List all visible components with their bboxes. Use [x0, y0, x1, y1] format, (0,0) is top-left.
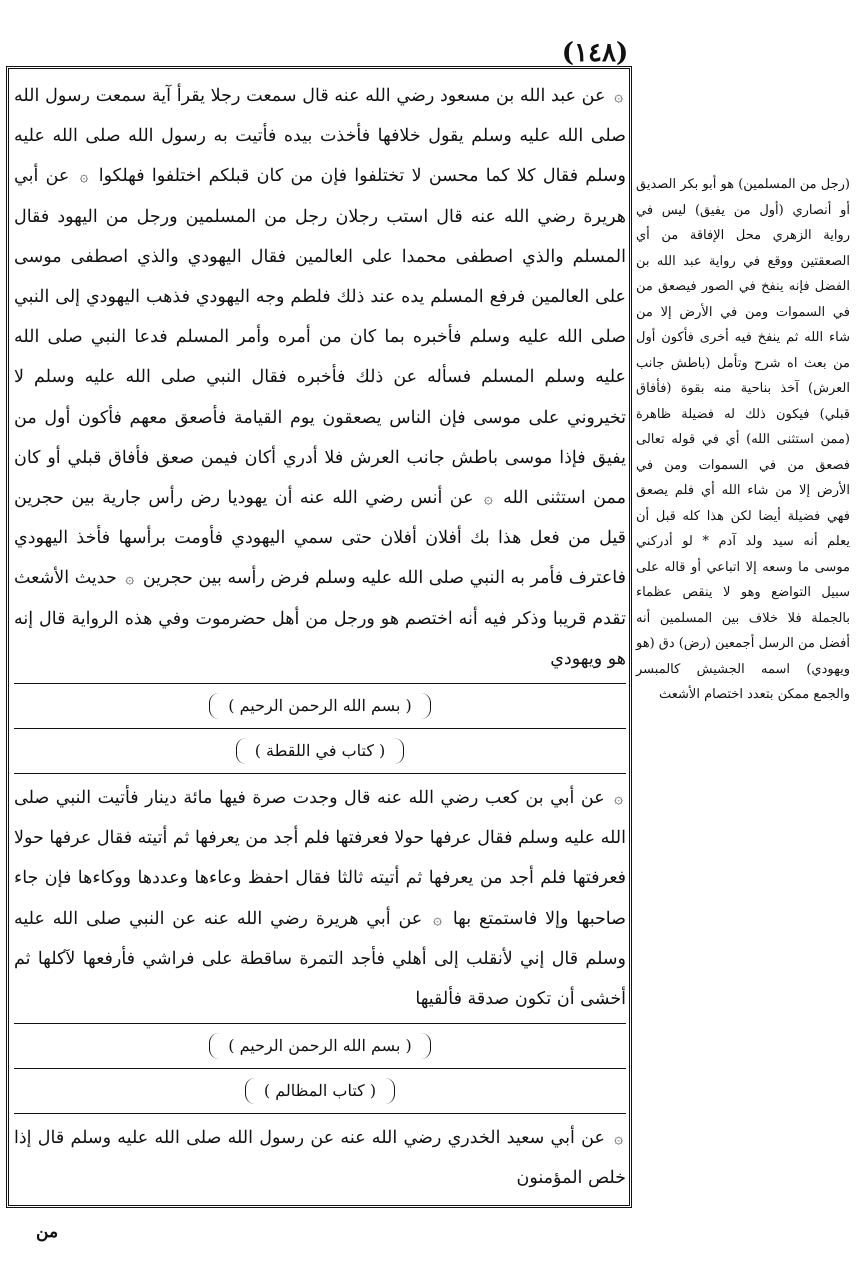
hadith-text: عن أنس رضي الله عنه أن يهوديا رض رأس جارية بين حجرين قيل من فعل هذا بك أفلان أفلان حتى سمي اليهودي فأومت برأسها فأخذ اليهودي فاعترف فأمر به النبي صلى الله عليه وسلم فرض رأسه بين حجرين	[14, 488, 626, 589]
hadith-mark-icon: ۞	[614, 87, 623, 105]
hadith-text: عن أبي سعيد الخدري رضي الله عنه عن رسول الله صلى الله عليه وسلم قال إذا خلص المؤمنون	[14, 1128, 626, 1189]
divider	[14, 683, 626, 684]
side-notes	[636, 172, 850, 708]
page-number: (١٤٨)	[561, 38, 629, 68]
hadith-mark-icon: ۞	[125, 569, 135, 588]
hadith-paragraph	[14, 1118, 626, 1198]
basmala-heading	[14, 688, 626, 724]
hadith-mark-icon: ۞	[614, 1129, 623, 1148]
hadith-text: عن أبي هريرة رضي الله عنه قال استب رجلان رجل من المسلمين ورجل من اليهود فقال المسلم والذي اصطفى محمدا على العالمين فقال اليهودي والذي اصطفى موسى على العالمين فرفع المسلم يده عند ذلك فلطم وجه اليهودي فذهب اليهودي إلى النبي صلى الله عليه وسلم فأخبره بما كان من أمره وأمر المسلم فدعا النبي صلى الله عليه وسلم المسلم فسأله عن ذلك فأخبره فقال النبي صلى الله عليه وسلم لا تخيروني على موسى فإن الناس يصعقون يوم القيامة فأصعق معهم فأكون أول من يفيق فإذا موسى باطش جانب العرش فلا أدري أكان فيمن صعق فأفاق قبلي أو كان ممن استثنى الله	[14, 166, 626, 509]
main-text	[14, 76, 626, 1200]
basmala-heading	[14, 1028, 626, 1064]
hadith-mark-icon: ۞	[433, 909, 442, 928]
hadith-paragraph	[14, 778, 626, 1019]
basmala-text: ( بسم الله الرحمن الرحيم )	[209, 693, 430, 719]
basmala-text: ( بسم الله الرحمن الرحيم )	[209, 1033, 430, 1059]
divider	[14, 1023, 626, 1024]
hadith-text: عن أبي بن كعب رضي الله عنه قال وجدت صرة فيها مائة دينار فأتيت النبي صلى الله عليه وسلم فقال عرفها حولا فعرفتها فلم أجد من يعرفها ثم أتيته فقال عرفها حولا فعرفتها فلم أجد من يعرفها ثم أتيته ثالثا فقال احفظ وعاءها وعددها ووكاءها فإن جاء صاحبها وإلا فاستمتع بها	[14, 788, 626, 929]
book-title-text: ( كتاب في اللقطة )	[236, 738, 405, 764]
book-title	[14, 1073, 626, 1109]
hadith-text: عن أبي هريرة رضي الله عنه عن النبي صلى الله عليه وسلم قال إني لأنقلب إلى أهلي فأجد التمرة ساقطة على فراشي فأرفعها لآكلها ثم أخشى أن تكون صدقة فألقيها	[14, 908, 626, 1010]
book-title	[14, 733, 626, 769]
divider	[14, 1068, 626, 1069]
hadith-mark-icon: ۞	[483, 489, 493, 508]
hadith-mark-icon: ۞	[79, 167, 89, 186]
divider	[14, 773, 626, 774]
hadith-text: حديث الأشعث تقدم قريبا وذكر فيه أنه اختصم هو ورجل من أهل حضرموت وفي هذه الرواية قال إنه هو ويهودي	[14, 568, 626, 669]
footer-catchword: من	[36, 1222, 59, 1242]
hadith-mark-icon: ۞	[614, 789, 623, 808]
hadith-paragraph	[14, 76, 626, 679]
side-note-text: (رجل من المسلمين) هو أبو بكر الصديق أو أنصاري (أول من يفيق) ليس في رواية الزهري محل الإفاقة من أي الصعقتين ووقع في رواية عبد الله بن الفضل فإنه ينفخ في الصور فيصعق من في السموات ومن في الأرض إلا من شاء الله ثم ينفخ فيه أخرى فأكون أول من بعث اه شرح وتأمل (باطش جانب العرش) آخذ بناحية منه بقوة (فأفاق قبلي) فيكون ذلك له فضيلة ظاهرة (ممن استثنى الله) أي في قوله تعالى فصعق من في السموات ومن في الأرض إلا من شاء الله أي فلم يصعق فهي فضيلة أيضا لكن هذا كله قبل أن يعلم أنه سيد ولد آدم * لو أدركني موسى ما وسعه إلا اتباعي أو قاله على سبيل التواضع وهو لا ينقص عظماء بالجملة فلا خلاف بين المسلمين أنه أفضل من الرسل أجمعين (رض) دق (هو ويهودي) اسمه الجشيش كالمبسر والجمع ممكن بتعدد اختصام الأشعث	[636, 177, 850, 702]
divider	[14, 1113, 626, 1114]
hadith-text: عن عبد الله بن مسعود رضي الله عنه قال سمعت رجلا يقرأ آية سمعت رسول الله صلى الله عليه وسلم يقول خلافها فأخذت بيده فأتيت به رسول الله صلى الله عليه وسلم فقال كلا كما محسن لا تختلفوا فإن من كان قبلكم اختلفوا فهلكوا	[14, 86, 626, 187]
book-title-text: ( كتاب المظالم )	[245, 1078, 395, 1104]
divider	[14, 728, 626, 729]
